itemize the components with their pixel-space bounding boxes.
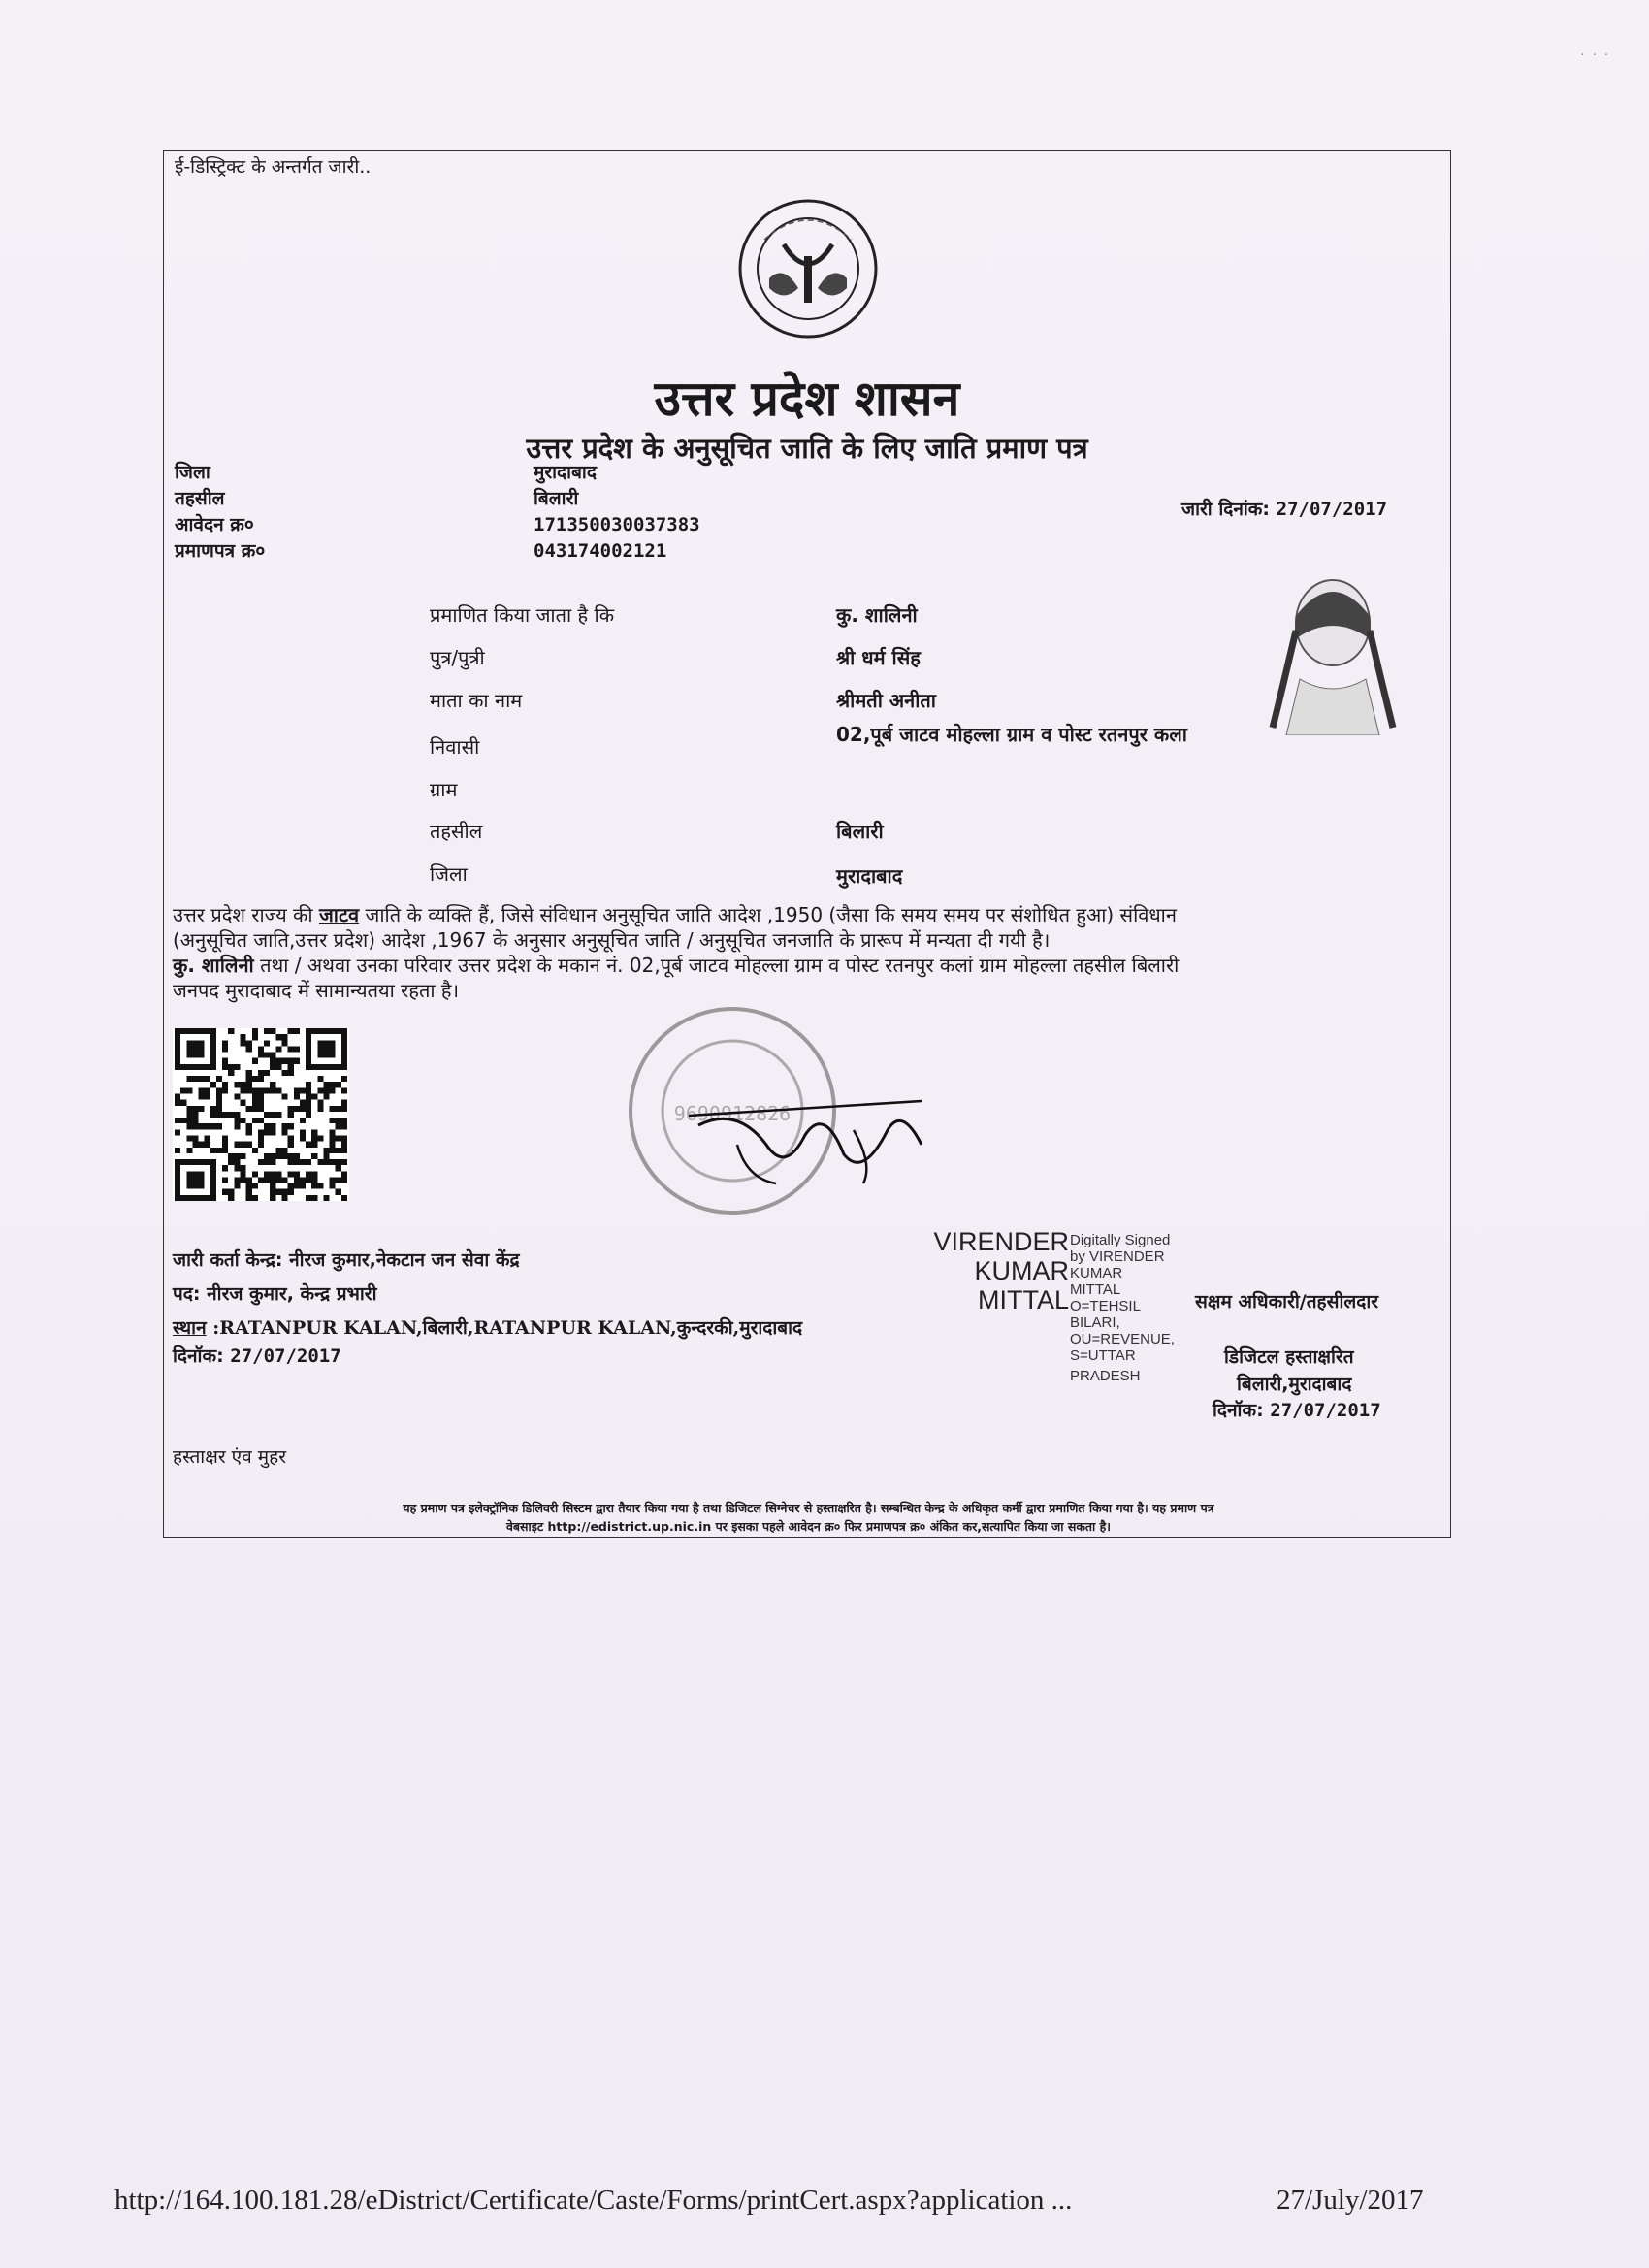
digitally-signed-label: डिजिटल हस्ताक्षरित [1224,1346,1354,1368]
field-value-mother: श्रीमती अनीता [836,689,936,712]
dsig-detail-line: OU=REVENUE, [1070,1331,1175,1347]
up-government-emblem [726,196,890,341]
issuing-centre [173,1247,520,1272]
dsig-detail-line: KUMAR [1070,1265,1123,1281]
footer-note-line2: वेबसाइट http://edistrict.up.nic.in पर इसका पहले आवेदन क्र० फिर प्रमाणपत्र क्र० अंकित कर,सत्यापित किया जा सकता है। [505,1519,1112,1534]
field-value-name: कु. शालिनी [836,603,918,627]
dsig-detail-line: PRADESH [1070,1368,1141,1384]
para-line4: जनपद मुरादाबाद में सामान्यतया रहता है। [173,979,460,1002]
dsig-detail-line: MITTAL [1070,1281,1121,1298]
authority-date-label: दिनॉक: [1212,1400,1264,1421]
para-line2: (अनुसूचित जाति,उत्तर प्रदेश) आदेश ,1967 के अनुसार अनुसूचित जाति / अनुसूचित जनजाति के प्रारूप में मन्यता दी गयी है। [173,928,1051,952]
field-value-address: 02,पूर्ब जाटव मोहल्ला ग्राम व पोस्ट रतनपुर कला [836,723,1187,746]
meta-value-tehsil: बिलारी [534,488,579,509]
issue-date [1181,496,1387,521]
digital-signature-details [1070,1232,1206,1384]
meta-value-application-no: 171350030037383 [534,514,700,535]
print-date: 27/July/2017 [1277,2185,1424,2216]
digital-signer-name-line2: KUMAR [974,1256,1069,1285]
para-line1-pre: उत्तर प्रदेश राज्य की [173,903,319,926]
field-label-district: जिला [430,862,468,886]
issuer-place-label: स्थान [173,1317,207,1339]
field-label-certified: प्रमाणित किया जाता है कि [430,603,615,627]
issuer-post-value: नीरज कुमार, केन्द्र प्रभारी [207,1283,377,1305]
dsig-detail-line: by VIRENDER [1070,1248,1165,1265]
handwritten-signature [679,1086,931,1193]
issuer-post [173,1280,377,1306]
issuing-centre-value: नीरज कुमार,नेकटान जन सेवा केंद्र [289,1249,520,1271]
meta-value-district: मुरादाबाद [534,462,597,483]
field-value-district: मुरादाबाद [836,864,903,888]
dsig-detail-line: S=UTTAR [1070,1347,1136,1364]
digital-signer-name [912,1227,1069,1314]
issuer-place [173,1314,802,1340]
svg-text:9690912826: 9690912826 [673,1102,792,1125]
issuer-place-value: :RATANPUR KALAN,बिलारी,RATANPUR KALAN,कुन्दरकी,मुरादाबाद [212,1317,803,1339]
digital-signer-name-line3: MITTAL [978,1285,1069,1314]
competent-authority: सक्षम अधिकारी/तहसीलदार [1195,1291,1379,1312]
meta-label-district: जिला [175,462,210,483]
issuing-centre-label: जारी कर्ता केन्द्र: [173,1249,283,1271]
para-line3: तथा / अथवा उनका परिवार उत्तर प्रदेश के मकान नं. 02,पूर्ब जाटव मोहल्ला ग्राम व पोस्ट रतनपुर कलां ग्राम मोहल्ला तहसील बिलारी [253,954,1180,977]
meta-value-certificate-no: 043174002121 [534,540,667,562]
issue-date-label: जारी दिनांक: [1181,499,1270,520]
field-label-mother: माता का नाम [430,689,523,712]
dsig-detail-line: BILARI, [1070,1314,1120,1331]
dsig-detail-line: O=TEHSIL [1070,1298,1141,1314]
meta-labels [175,460,265,565]
digital-signer-name-line1: VIRENDER [933,1227,1069,1256]
field-label-village: ग्राम [430,778,458,801]
verification-qr-code [173,1028,349,1201]
signature-seal-label: हस्ताक्षर एंव मुहर [173,1446,286,1468]
field-value-tehsil: बिलारी [836,820,884,843]
para-person-name: कु. शालिनी [173,954,254,977]
page-subtitle: उत्तर प्रदेश के अनुसूचित जाति के लिए जाति प्रमाण पत्र [526,432,1088,465]
meta-label-certificate-no: प्रमाणपत्र क्र० [175,540,266,562]
issuer-date-value: 27/07/2017 [230,1345,341,1367]
page-corner-mark: · · · [1580,49,1610,63]
footer-note-line1: यह प्रमाण पत्र इलेक्ट्रॉनिक डिलिवरी सिस्टम द्वारा तैयार किया गया है तथा डिजिटल सिग्नेचर से हस्ताक्षरित है। सम्बन्धित केन्द्र के अधिकृत कर्मी द्वारा प्रमाणित किया गया है। यह प्रमाण पत्र [403,1501,1214,1515]
print-url: http://164.100.181.28/eDistrict/Certificate/Caste/Forms/printCert.aspx?application ... [114,2185,1073,2216]
field-label-child-of: पुत्र/पुत्री [430,646,485,669]
issued-under-text: ई-डिस्ट्रिक्ट के अन्तर्गत जारी.. [175,156,372,178]
meta-label-application-no: आवेदन क्र० [175,514,254,535]
para-line1-post: जाति के व्यक्ति हैं, जिसे संविधान अनुसूचित जाति आदेश ,1950 (जैसा कि समय समय पर संशोधित हुआ) संविधान [359,903,1177,926]
field-label-resident: निवासी [430,735,480,759]
field-value-father: श्री धर्म सिंह [836,646,921,669]
issue-date-value: 27/07/2017 [1276,499,1388,520]
field-label-tehsil: तहसील [430,820,483,843]
authority-date-value: 27/07/2017 [1270,1400,1381,1421]
meta-label-tehsil: तहसील [175,488,225,509]
authority-date [1212,1397,1381,1422]
issuer-post-label: पद: [173,1283,201,1305]
caste-name: जाटव [318,903,360,926]
footer-note [171,1499,1446,1536]
page-title: उत्तर प्रदेश शासन [654,371,960,427]
issuer-date [173,1343,341,1368]
meta-values [534,460,700,565]
certification-paragraph [173,902,1434,1003]
authority-location: बिलारी,मुरादाबाद [1237,1374,1352,1395]
issuer-date-label: दिनॉक: [173,1345,224,1367]
dsig-detail-line: Digitally Signed [1070,1232,1171,1248]
applicant-photo [1263,572,1404,735]
